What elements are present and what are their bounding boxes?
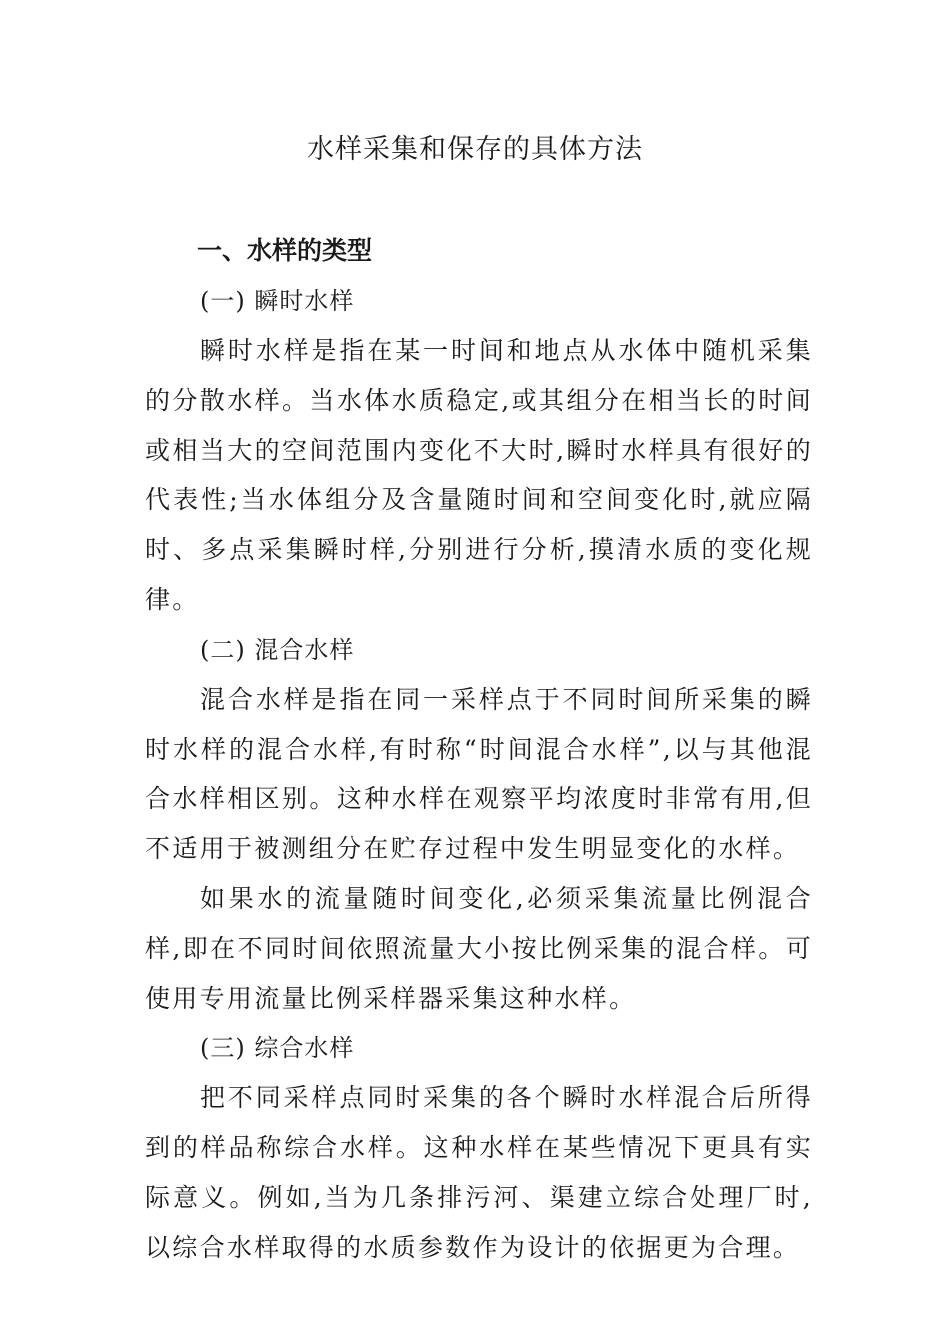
document-body bbox=[145, 226, 813, 1273]
paragraph-instant-sample: 瞬时水样是指在某一时间和地点从水体中随机采集的分散水样。当水体水质稳定,或其组分在相当长的时间或相当大的空间范围内变化不大时,瞬时水样具有很好的代表性;当水体组分及含量随时间和空间变化时,就应隔时、多点采集瞬时样,分别进行分析,摸清水质的变化规律。 bbox=[145, 336, 813, 614]
subsection-heading-composite-sample: (二) 混合水样 bbox=[200, 635, 355, 664]
section-heading: 一、水样的类型 bbox=[197, 236, 373, 265]
paragraph-integrated-sample: 把不同采样点同时采集的各个瞬时水样混合后所得到的样品称综合水样。这种水样在某些情况下更具有实际意义。例如,当为几条排污河、渠建立综合处理厂时,以综合水样取得的水质参数作为设计的依据更为合理。 bbox=[145, 1083, 813, 1262]
subsection-heading-integrated-sample: (三) 综合水样 bbox=[200, 1034, 355, 1063]
paragraph-composite-sample: 混合水样是指在同一采样点于不同时间所采集的瞬时水样的混合水样,有时称“时间混合水样”,以与其他混合水样相区别。这种水样在观察平均浓度时非常有用,但不适用于被测组分在贮存过程中发生明显变化的水样。 bbox=[145, 684, 813, 864]
subsection-heading-instant-sample: (一) 瞬时水样 bbox=[200, 287, 355, 315]
document-title: 水样采集和保存的具体方法 bbox=[307, 134, 643, 165]
paragraph-flow-proportional-sample: 如果水的流量随时间变化,必须采集流量比例混合样,即在不同时间依照流量大小按比例采集的混合样。可使用专用流量比例采样器采集这种水样。 bbox=[145, 883, 813, 1013]
